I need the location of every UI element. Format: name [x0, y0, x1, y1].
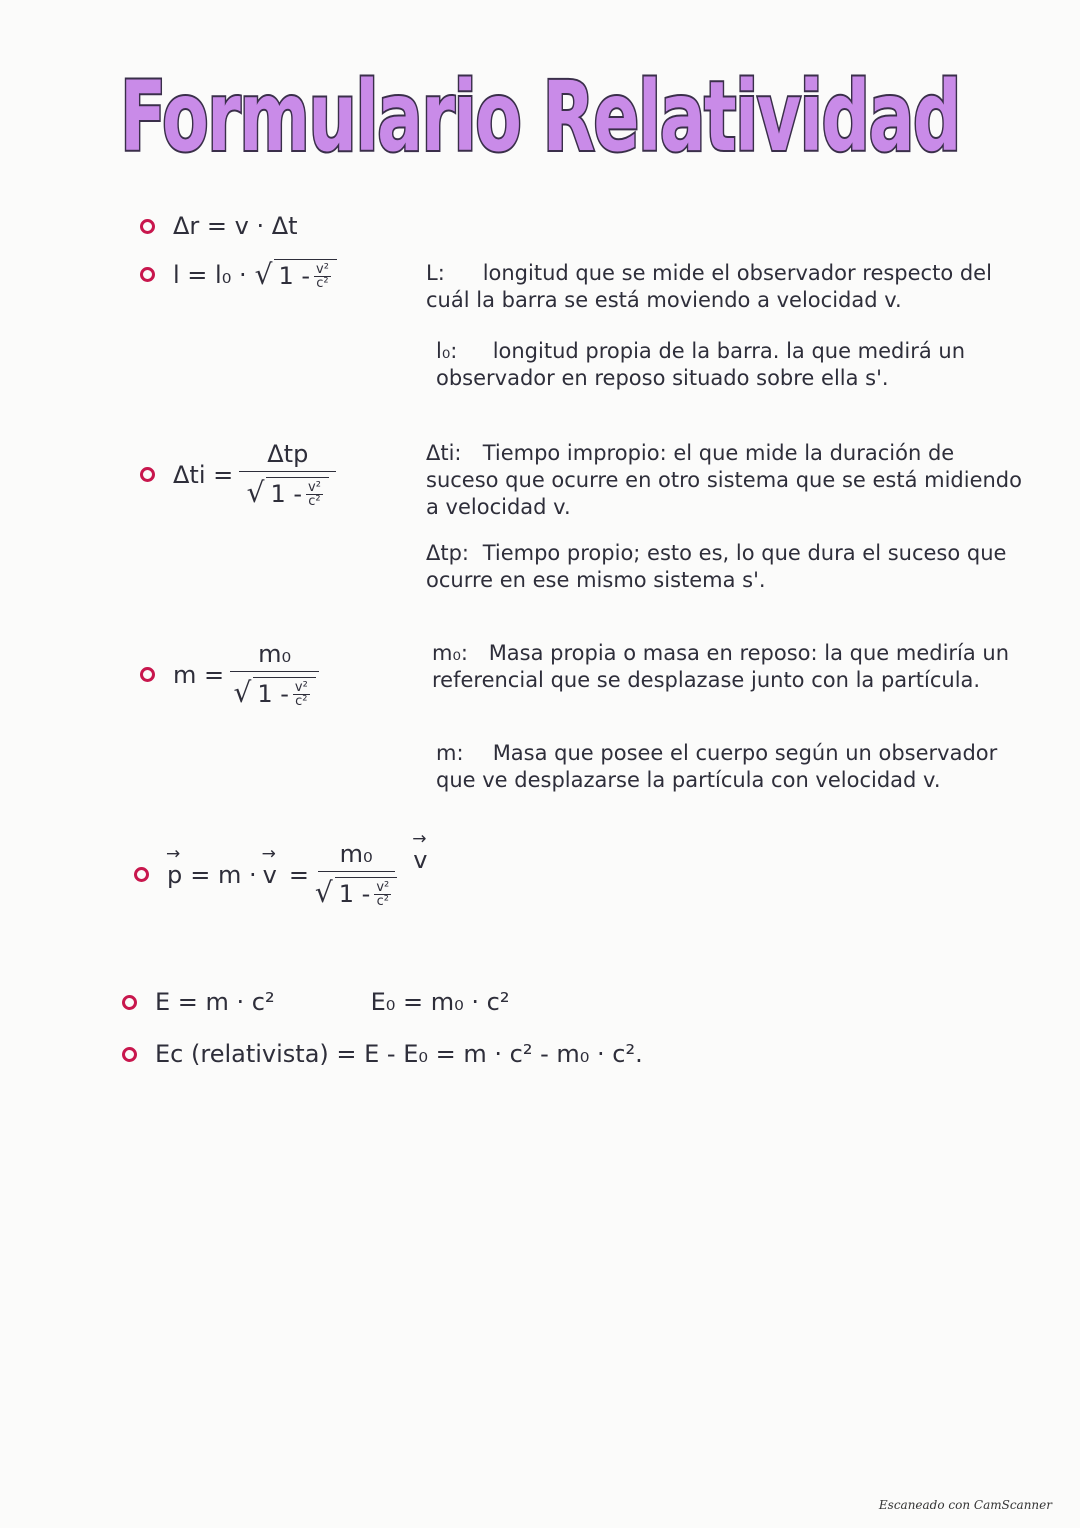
sqrt-term: 1 - — [278, 262, 310, 290]
note-l — [426, 260, 1026, 314]
bullet-icon — [122, 1047, 137, 1062]
sqrt-icon: √ — [314, 876, 333, 909]
v-squared: v² — [308, 479, 321, 495]
note-m0 — [432, 640, 1032, 694]
note-body: Masa propia o masa en reposo: la que mediría un referencial que se desplazase junto con la partícula. — [432, 641, 1010, 692]
bullet-icon — [140, 267, 155, 282]
bullet-icon — [140, 467, 155, 482]
note-m — [436, 740, 1036, 794]
formula-mid: = m · — [190, 860, 257, 889]
denominator — [247, 472, 329, 509]
note-body: Tiempo propio; esto es, lo que dura el suceso que ocurre en ese mismo sistema s'. — [426, 541, 1007, 592]
numerator: Δtp — [239, 440, 336, 472]
note-body: Masa que posee el cuerpo según un observador que ve desplazarse la partícula con velocidad v. — [436, 741, 998, 792]
momentum-vector: → p — [167, 861, 182, 889]
sqrt-icon: √ — [254, 258, 273, 291]
formula-displacement — [140, 212, 298, 240]
note-l0 — [436, 338, 1036, 392]
v2-over-c2 — [293, 681, 310, 708]
formula-energy-rest: E₀ = m₀ · c² — [370, 988, 510, 1016]
formula-kinetic-energy — [122, 1040, 643, 1068]
bullet-icon — [122, 995, 137, 1010]
scanner-watermark: Escaneado con CamScanner — [878, 1498, 1052, 1512]
note-term: Δtp: — [426, 541, 470, 565]
sqrt-term: 1 - — [338, 880, 371, 908]
v2-over-c2 — [374, 881, 391, 908]
bullet-icon — [140, 667, 155, 682]
note-term: l₀: — [436, 339, 458, 363]
c-squared: c² — [295, 693, 308, 709]
sqrt-icon: √ — [233, 676, 252, 709]
note-body: longitud propia de la barra. la que medirá un observador en reposo situado sobre ella s'. — [436, 339, 966, 390]
formula-relativistic-mass — [140, 640, 325, 709]
equals-sign: = — [288, 860, 309, 889]
formula-lhs: l = l₀ · — [173, 260, 247, 289]
formula-length-contraction — [140, 258, 337, 291]
sqrt-term: 1 - — [270, 480, 303, 508]
note-term: L: — [426, 261, 445, 285]
v2-over-c2 — [314, 263, 331, 290]
v-squared: v² — [294, 679, 308, 695]
c-squared: c² — [316, 275, 329, 291]
fraction — [315, 840, 397, 909]
note-body: longitud que se mide el observador respecto del cuál la barra se está moviendo a velocidad v. — [426, 261, 992, 312]
velocity-vector: → v — [263, 861, 277, 889]
fraction — [239, 440, 336, 509]
sqrt-icon: √ — [246, 476, 265, 509]
formula-text: Ec (relativista) = E - E₀ = m · c² - m₀ · c². — [155, 1040, 643, 1068]
note-body: Tiempo impropio: el que mide la duración de suceso que ocurre en otro sistema que se está midiendo a velocidad v. — [426, 441, 1022, 519]
note-term: m₀: — [432, 641, 468, 665]
v-squared: v² — [316, 261, 329, 277]
note-dti — [426, 440, 1026, 521]
bullet-icon — [134, 867, 149, 882]
denominator — [233, 672, 315, 709]
sqrt-term: 1 - — [257, 680, 289, 708]
formula-momentum — [134, 840, 427, 909]
formula-lhs: m = — [173, 660, 225, 689]
velocity-vector: → v — [413, 846, 427, 874]
formula-time-dilation — [140, 440, 342, 509]
title-text: Formulario Relatividad — [120, 61, 960, 173]
note-term: m: — [436, 741, 464, 765]
formula-energy-total: E = m · c² — [155, 988, 275, 1016]
denominator — [315, 872, 397, 909]
c-squared: c² — [308, 493, 321, 509]
fraction — [230, 640, 319, 709]
title-lettering — [100, 52, 980, 182]
sqrt-expression — [255, 258, 337, 291]
note-dtp — [426, 540, 1026, 594]
formula-energy — [122, 988, 509, 1016]
formula-lhs: Δti = — [173, 460, 234, 489]
v2-over-c2 — [306, 481, 323, 508]
v-squared: v² — [376, 879, 390, 895]
numerator: m₀ — [318, 840, 395, 872]
note-term: Δti: — [426, 441, 462, 465]
bullet-icon — [140, 219, 155, 234]
c-squared: c² — [376, 893, 389, 909]
page-title — [100, 52, 980, 182]
numerator: m₀ — [230, 640, 319, 672]
formula-text: Δr = v · Δt — [173, 212, 298, 240]
